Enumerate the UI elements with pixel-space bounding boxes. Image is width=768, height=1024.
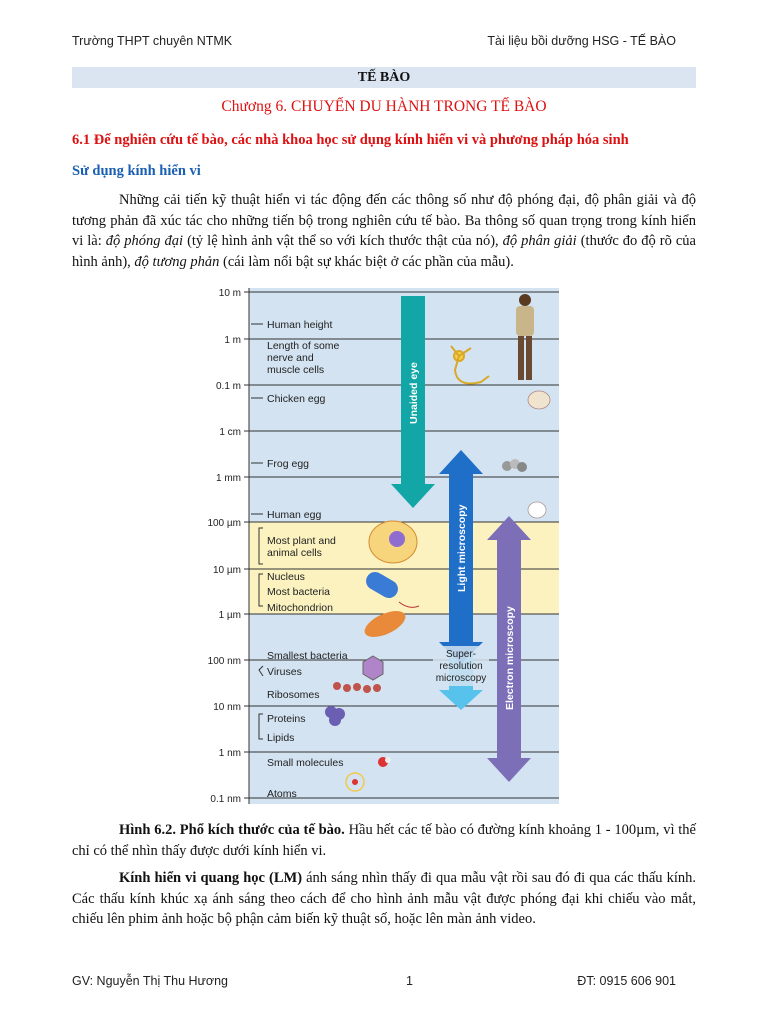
cell-size-spectrum-figure <box>189 284 579 810</box>
label-nerve: Length of some <box>267 340 340 352</box>
label-frog-egg: Frog egg <box>267 458 310 470</box>
animal-cell-icon <box>369 521 417 563</box>
super-resolution-label <box>433 646 489 686</box>
svg-text:Light microscopy: Light microscopy <box>456 504 468 592</box>
page-number: 1 <box>406 974 413 988</box>
label-smallest-bacteria: Smallest bacteria <box>267 650 348 662</box>
svg-text:resolution: resolution <box>439 661 483 672</box>
label-lipids: Lipids <box>267 732 295 744</box>
scale-label: 100 µm <box>207 518 241 529</box>
light-microscope-paragraph: Kính hiển vi quang học (LM) ánh sáng nhìn thấy đi qua mẫu vật rồi sau đó đi qua các thấu kính. Các thấu kính khúc xạ ánh sáng theo cách để cho hình ảnh mẫu vật được phóng đại khi chiếu vào mắt, chiếu lên phim ảnh hoặc bộ phận cảm biến kỹ thuật số, hoặc lên màn ảnh video. <box>72 870 696 927</box>
scale-label: 1 nm <box>218 748 241 759</box>
scale-label: 100 nm <box>207 656 241 667</box>
svg-text:Electron microscopy: Electron microscopy <box>504 606 516 710</box>
scale-label: 1 mm <box>216 473 241 484</box>
label-nerve: nerve and <box>267 352 314 364</box>
label-nerve: muscle cells <box>267 364 325 376</box>
scale-label: 10 µm <box>213 565 241 576</box>
scale-label: 10 nm <box>213 702 241 713</box>
label-most-bacteria: Most bacteria <box>267 586 331 598</box>
label-human-height: Human height <box>267 319 333 331</box>
intro-paragraph: Những cải tiến kỹ thuật hiển vi tác động đến các thông số như độ phóng đại, độ phân giải và độ tương phản đã xúc tác cho những tiến bộ trong nghiên cứu tế bào. Ba thông số quan trọng trong kính hiển vi là: độ phóng đại (tỷ lệ hình ảnh vật thể so với kích thước thật của nó), độ phân giải (thước đo độ rõ của hình ảnh), độ tương phản (cái làm nổi bật sự khác biệt ở các phần của mẫu). <box>72 192 696 270</box>
section-heading: 6.1 Để nghiên cứu tế bào, các nhà khoa học sử dụng kính hiển vi và phương pháp hóa sinh <box>72 132 629 148</box>
chapter-heading: Chương 6. CHUYẾN DU HÀNH TRONG TẾ BÀO <box>221 98 547 115</box>
scale-label: 1 µm <box>218 610 241 621</box>
label-ribosomes: Ribosomes <box>267 689 320 701</box>
footer-teacher: GV: Nguyễn Thị Thu Hương <box>72 974 228 988</box>
label-plant-animal-cells: Most plant and <box>267 535 336 547</box>
footer-phone: ĐT: 0915 606 901 <box>577 974 676 988</box>
figure-caption: Hình 6.2. Phổ kích thước của tế bào. Hầu hết các tế bào có đường kính khoảng 1 - 100µm, vì thế chỉ có thể nhìn thấy được dưới kính hiển vi. <box>72 822 696 859</box>
chicken-egg-icon <box>528 391 550 409</box>
page-title: TẾ BÀO <box>72 67 696 88</box>
svg-text:Unaided eye: Unaided eye <box>408 362 420 424</box>
label-mitochondrion: Mitochondrion <box>267 602 333 614</box>
svg-text:Super-: Super- <box>445 649 477 660</box>
scale-label: 1 cm <box>219 427 241 438</box>
label-viruses: Viruses <box>267 666 302 678</box>
scale-label: 0.1 m <box>215 381 241 392</box>
label-plant-animal-cells: animal cells <box>267 547 322 559</box>
scale-label: 1 m <box>224 335 241 346</box>
header-school: Trường THPT chuyên NTMK <box>72 34 233 48</box>
scale-label: 0.1 nm <box>210 794 241 805</box>
label-atoms: Atoms <box>267 788 297 800</box>
label-chicken-egg: Chicken egg <box>267 393 326 405</box>
label-proteins: Proteins <box>267 713 306 725</box>
human-egg-icon <box>528 502 546 518</box>
subsection-heading: Sử dụng kính hiển vi <box>72 163 201 179</box>
scale-label: 10 m <box>218 288 241 299</box>
svg-text:microscopy: microscopy <box>435 673 487 684</box>
label-small-molecules: Small molecules <box>267 757 344 769</box>
header-doc-title: Tài liệu bồi dưỡng HSG - TẾ BÀO <box>487 34 676 48</box>
label-human-egg: Human egg <box>267 509 322 521</box>
label-nucleus: Nucleus <box>267 571 305 583</box>
